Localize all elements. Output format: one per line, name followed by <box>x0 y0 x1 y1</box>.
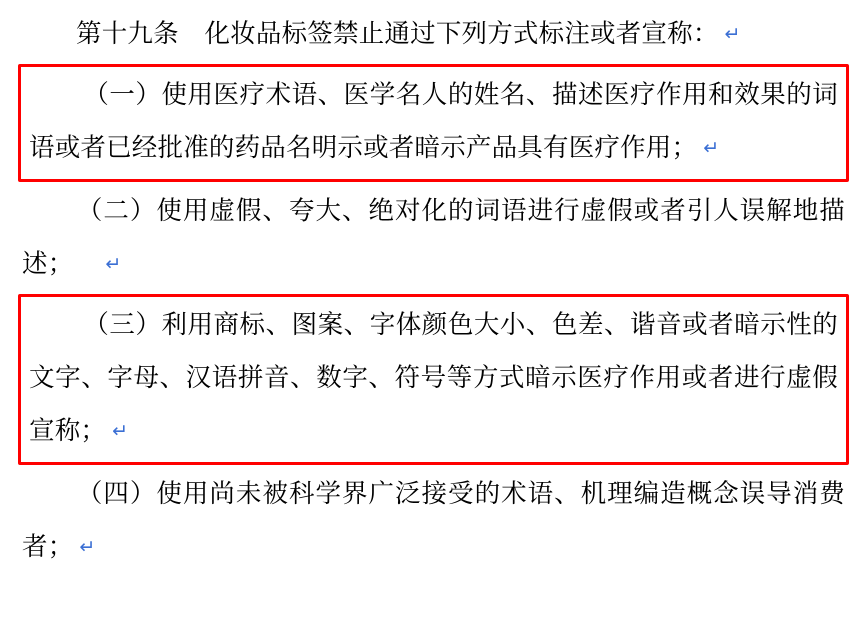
pilcrow-icon: ↵ <box>105 253 122 275</box>
highlight-box-item-3 <box>18 294 849 465</box>
article-heading <box>18 8 849 61</box>
highlight-box-item-1 <box>18 64 849 182</box>
pilcrow-icon: ↵ <box>703 137 720 159</box>
item-3-marker: （三） <box>83 311 162 339</box>
pilcrow-icon: ↵ <box>724 23 741 45</box>
item-4-marker: （四） <box>76 480 157 508</box>
article-heading-text: 化妆品标签禁止通过下列方式标注或者宣称： <box>204 20 719 48</box>
list-item-1 <box>25 69 842 175</box>
item-3-text: 利用商标、图案、字体颜色大小、色差、谐音或者暗示性的文字、字母、汉语拼音、数字、符号等方式暗示医疗作用或者进行虚假宣称； <box>29 311 838 445</box>
heading-separator <box>179 20 205 48</box>
list-item-4 <box>18 468 849 574</box>
item-2-text: 使用虚假、夸大、绝对化的词语进行虚假或者引人误解地描述； <box>22 197 845 278</box>
item-4-text: 使用尚未被科学界广泛接受的术语、机理编造概念误导消费者； <box>22 480 845 561</box>
item-1-marker: （一） <box>83 81 162 109</box>
article-number: 第十九条 <box>76 20 179 48</box>
pilcrow-icon: ↵ <box>79 536 96 558</box>
list-item-3 <box>25 299 842 458</box>
pilcrow-icon: ↵ <box>112 420 129 442</box>
item-2-marker: （二） <box>76 197 157 225</box>
list-item-2 <box>18 185 849 291</box>
item-1-text: 使用医疗术语、医学名人的姓名、描述医疗作用和效果的词语或者已经批准的药品名明示或者暗示产品具有医疗作用； <box>29 81 838 162</box>
